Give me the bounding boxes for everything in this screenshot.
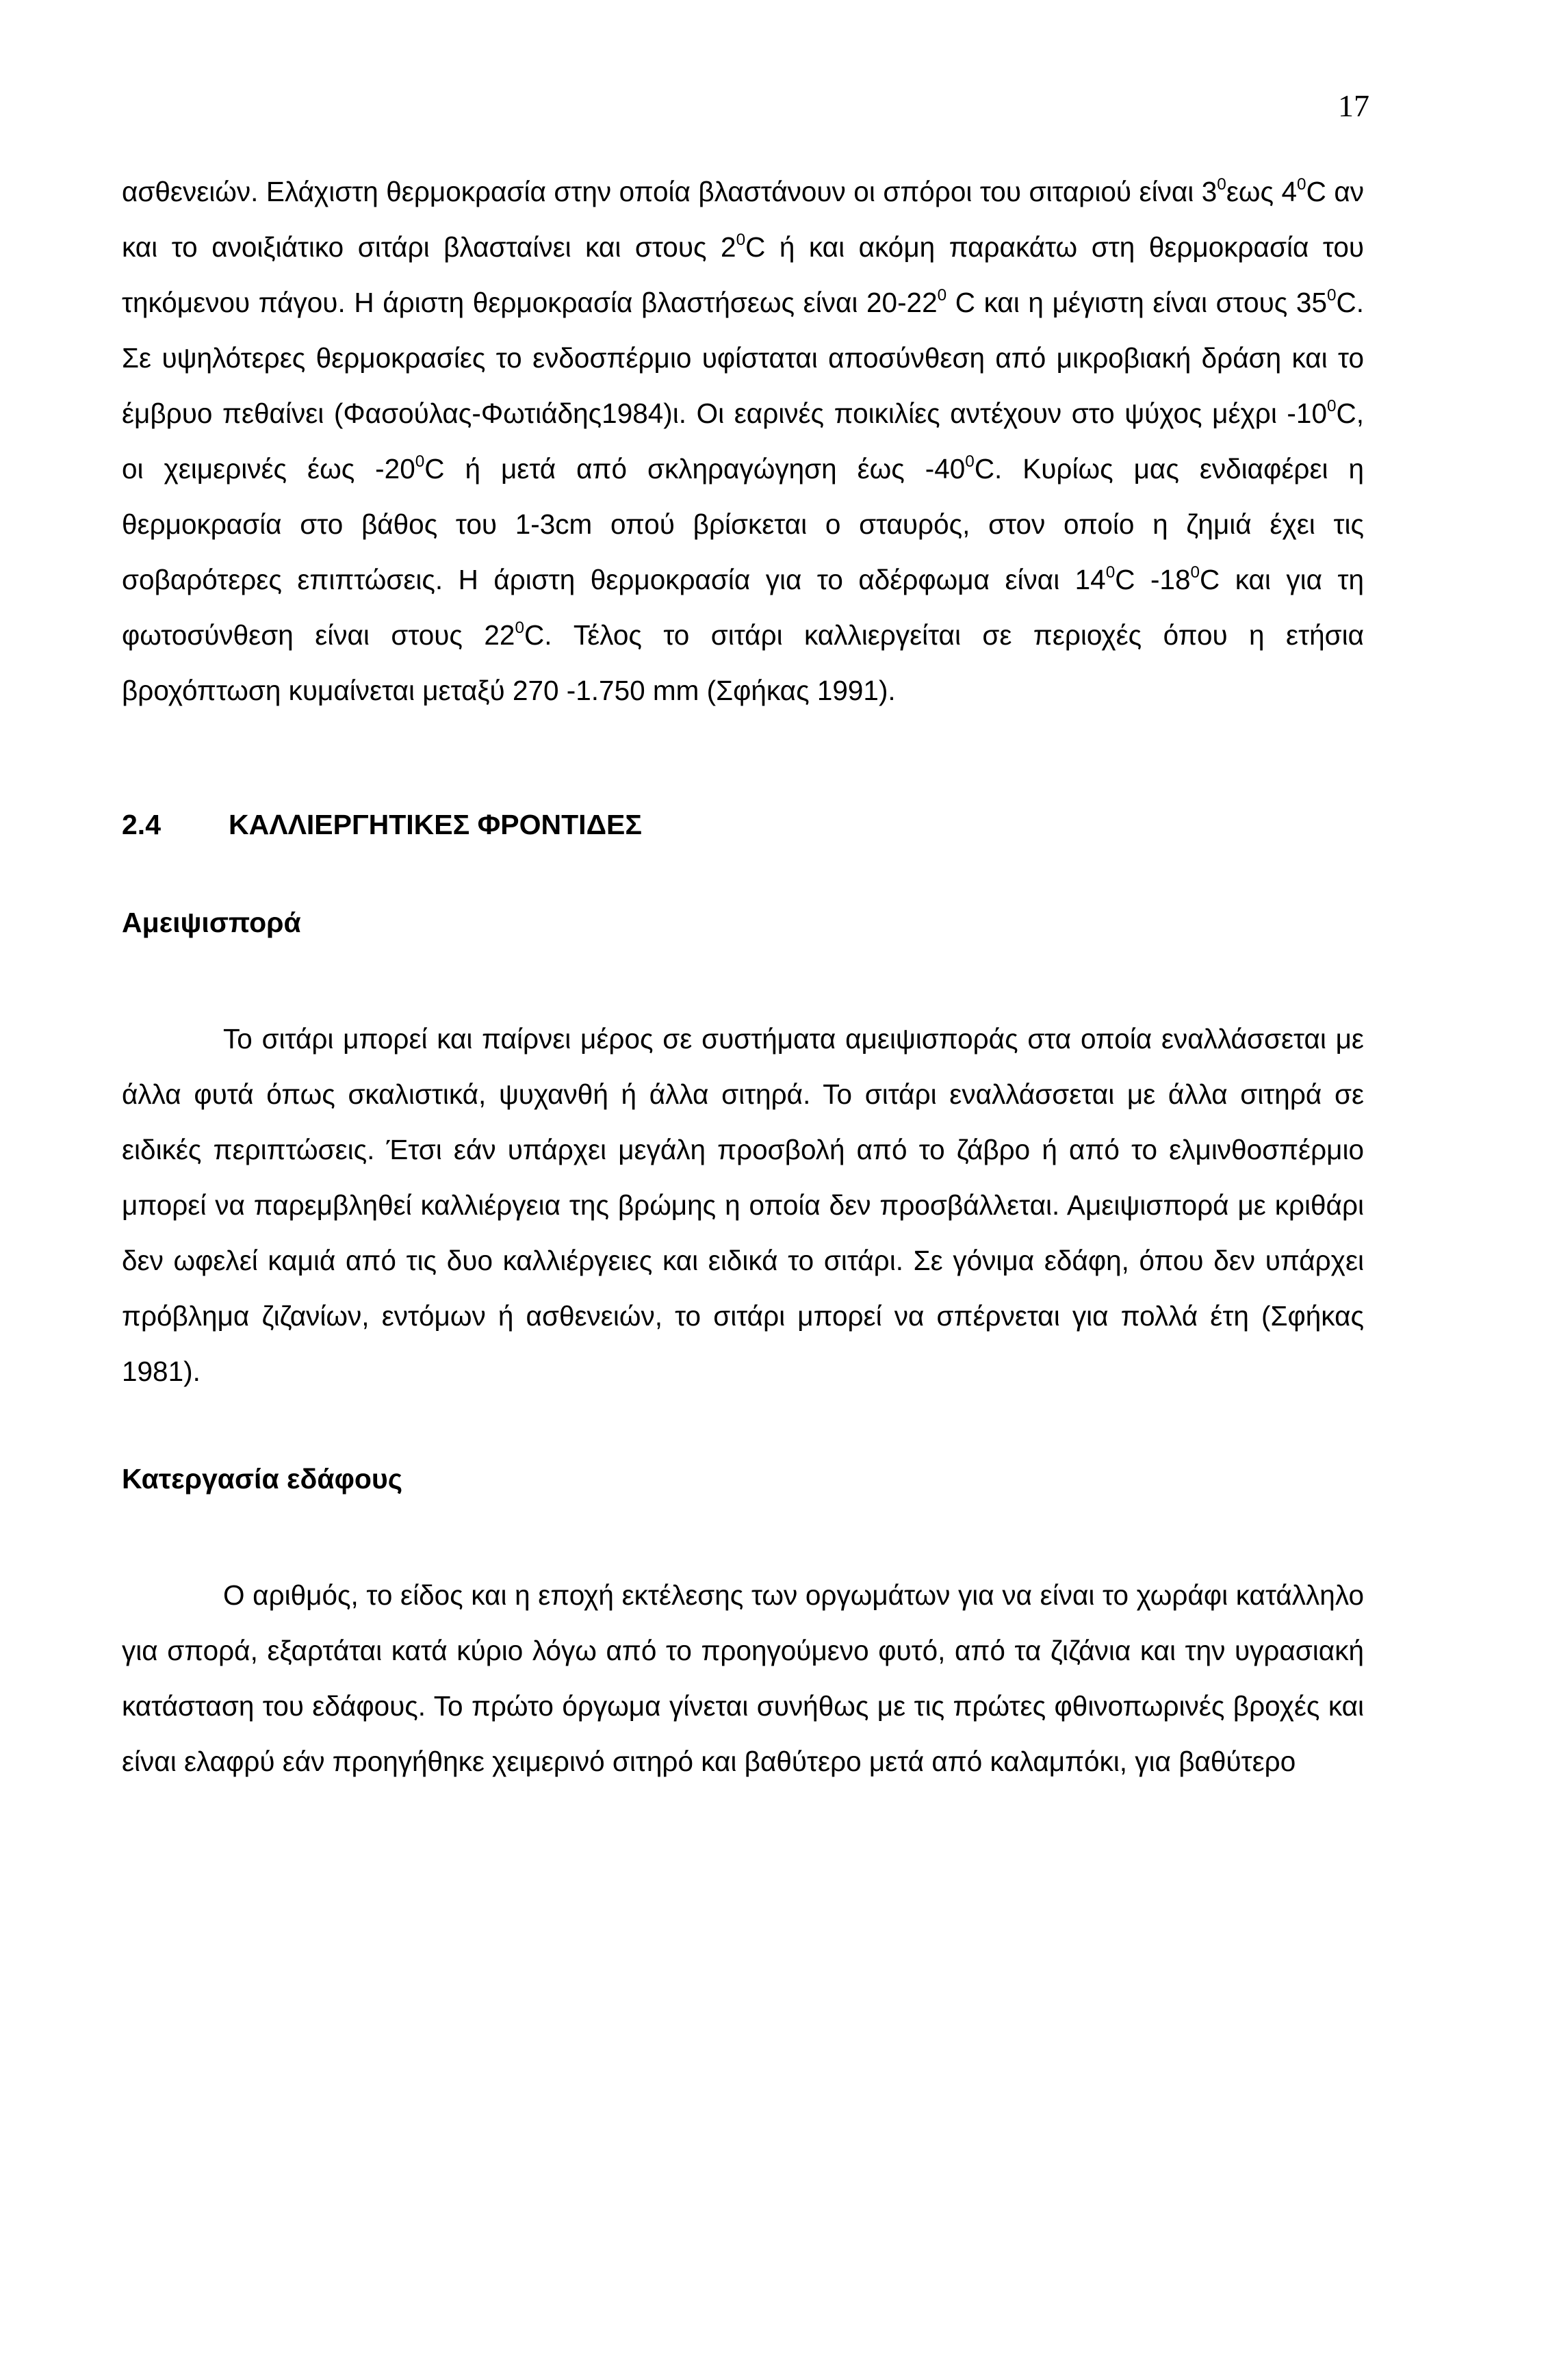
text-run: C αν και το ανοιξιάτικο σιτάρι βλασταίνει και στους 2 <box>122 176 1364 263</box>
text-run: C. Τέλος το σιτάρι καλλιεργείται σε περιοχές όπου η ετήσια βροχόπτωση κυμαίνεται μεταξύ 270 -1.750 mm (Σφήκας 1991). <box>122 619 1364 706</box>
paragraph-soil-tillage: Ο αριθμός, το είδος και η εποχή εκτέλεσης των οργωμάτων για να είναι το χωράφι κατάλληλο για σπορά, εξαρτάται κατά κύριο λόγω από το προηγούμενο φυτό, από τα ζιζάνια και την υγρασιακή κατάσταση του εδάφους. Το πρώτο όργωμα γίνεται συνήθως με τις πρώτες φθινοπωρινές βροχές και είναι ελαφρύ εάν προηγήθηκε χειμερινό σιτηρό και βαθύτερο μετά από καλαμπόκι, για βαθύτερο <box>122 1579 1364 1777</box>
superscript-degree: 0 <box>736 231 746 249</box>
page-number: 17 <box>1338 88 1369 123</box>
text-run: C και για τη φωτοσύνθεση είναι στους 22 <box>122 564 1364 651</box>
text-run: εως 4 <box>1226 176 1298 207</box>
text-run: C, οι χειμερινές έως -20 <box>122 398 1364 484</box>
text-run: C. Κυρίως μας ενδιαφέρει η θερμοκρασία στο βάθος του 1-3cm οπού βρίσκεται ο σταυρός, στον οποίο η ζημιά έχει τις σοβαρότερες επιπτώσεις. Η άριστη θερμοκρασία για το αδέρφωμα είναι 14 <box>122 453 1364 595</box>
text-run: C -18 <box>1115 564 1191 595</box>
superscript-degree: 0 <box>1326 397 1337 415</box>
paragraph-temperature <box>122 164 1364 719</box>
superscript-degree: 0 <box>1190 563 1200 582</box>
text-run: C και η μέγιστη είναι στους 35 <box>946 287 1327 318</box>
superscript-degree: 0 <box>937 286 947 305</box>
subheading-soil-tillage: Κατεργασία εδάφους <box>122 1463 403 1495</box>
section-heading <box>122 804 1364 845</box>
text-run: ασθενειών. Ελάχιστη θερμοκρασία στην οποία βλαστάνουν οι σπόροι του σιταριού είναι 3 <box>122 176 1218 207</box>
superscript-degree: 0 <box>1326 286 1337 305</box>
text-run: C. Σε υψηλότερες θερμοκρασίες το ενδοσπέρμιο υφίσταται αποσύνθεση από μικροβιακή δράση και το έμβρυο πεθαίνει (Φασούλας-Φωτιάδης1984)ι. Οι εαρινές ποικιλίες αντέχουν στο ψύχος μέχρι -10 <box>122 287 1364 429</box>
superscript-degree: 0 <box>1105 563 1116 582</box>
superscript-degree: 0 <box>1217 175 1226 194</box>
text-run: C ή και ακόμη παρακάτω στη θερμοκρασία του τηκόμενου πάγου. Η άριστη θερμοκρασία βλαστήσεως είναι 20-22 <box>122 231 1364 318</box>
text-run: C ή μετά από σκληραγώγηση έως -40 <box>424 453 966 484</box>
page-content <box>122 164 1364 1789</box>
section-number: 2.4 <box>122 809 161 840</box>
paragraph-crop-rotation: Το σιτάρι μπορεί και παίρνει μέρος σε συστήματα αμειψισποράς στα οποία εναλλάσσεται με άλλα φυτά όπως σκαλιστικά, ψυχανθή ή άλλα σιτηρά. Το σιτάρι εναλλάσσεται με άλλα σιτηρά σε ειδικές περιπτώσεις. Έτσι εάν υπάρχει μεγάλη προσβολή από το ζάβρο ή από το ελμινθοσπέρμιο μπορεί να παρεμβληθεί καλλιέργεια της βρώμης η οποία δεν προσβάλλεται. Αμειψισπορά με κριθάρι δεν ωφελεί καμιά από τις δυο καλλιέργειες και ειδικά το σιτάρι. Σε γόνιμα εδάφη, όπου δεν υπάρχει πρόβλημα ζιζανίων, εντόμων ή ασθενειών, το σιτάρι μπορεί να σπέρνεται για πολλά έτη (Σφήκας 1981). <box>122 1023 1364 1387</box>
superscript-degree: 0 <box>1297 175 1306 194</box>
superscript-degree: 0 <box>965 452 975 471</box>
superscript-degree: 0 <box>415 452 425 471</box>
section-title: ΚΑΛΛΙΕΡΓΗΤΙΚΕΣ ΦΡΟΝΤΙΔΕΣ <box>229 809 642 840</box>
superscript-degree: 0 <box>515 619 524 637</box>
subheading-crop-rotation: Αμειψισπορά <box>122 907 301 938</box>
